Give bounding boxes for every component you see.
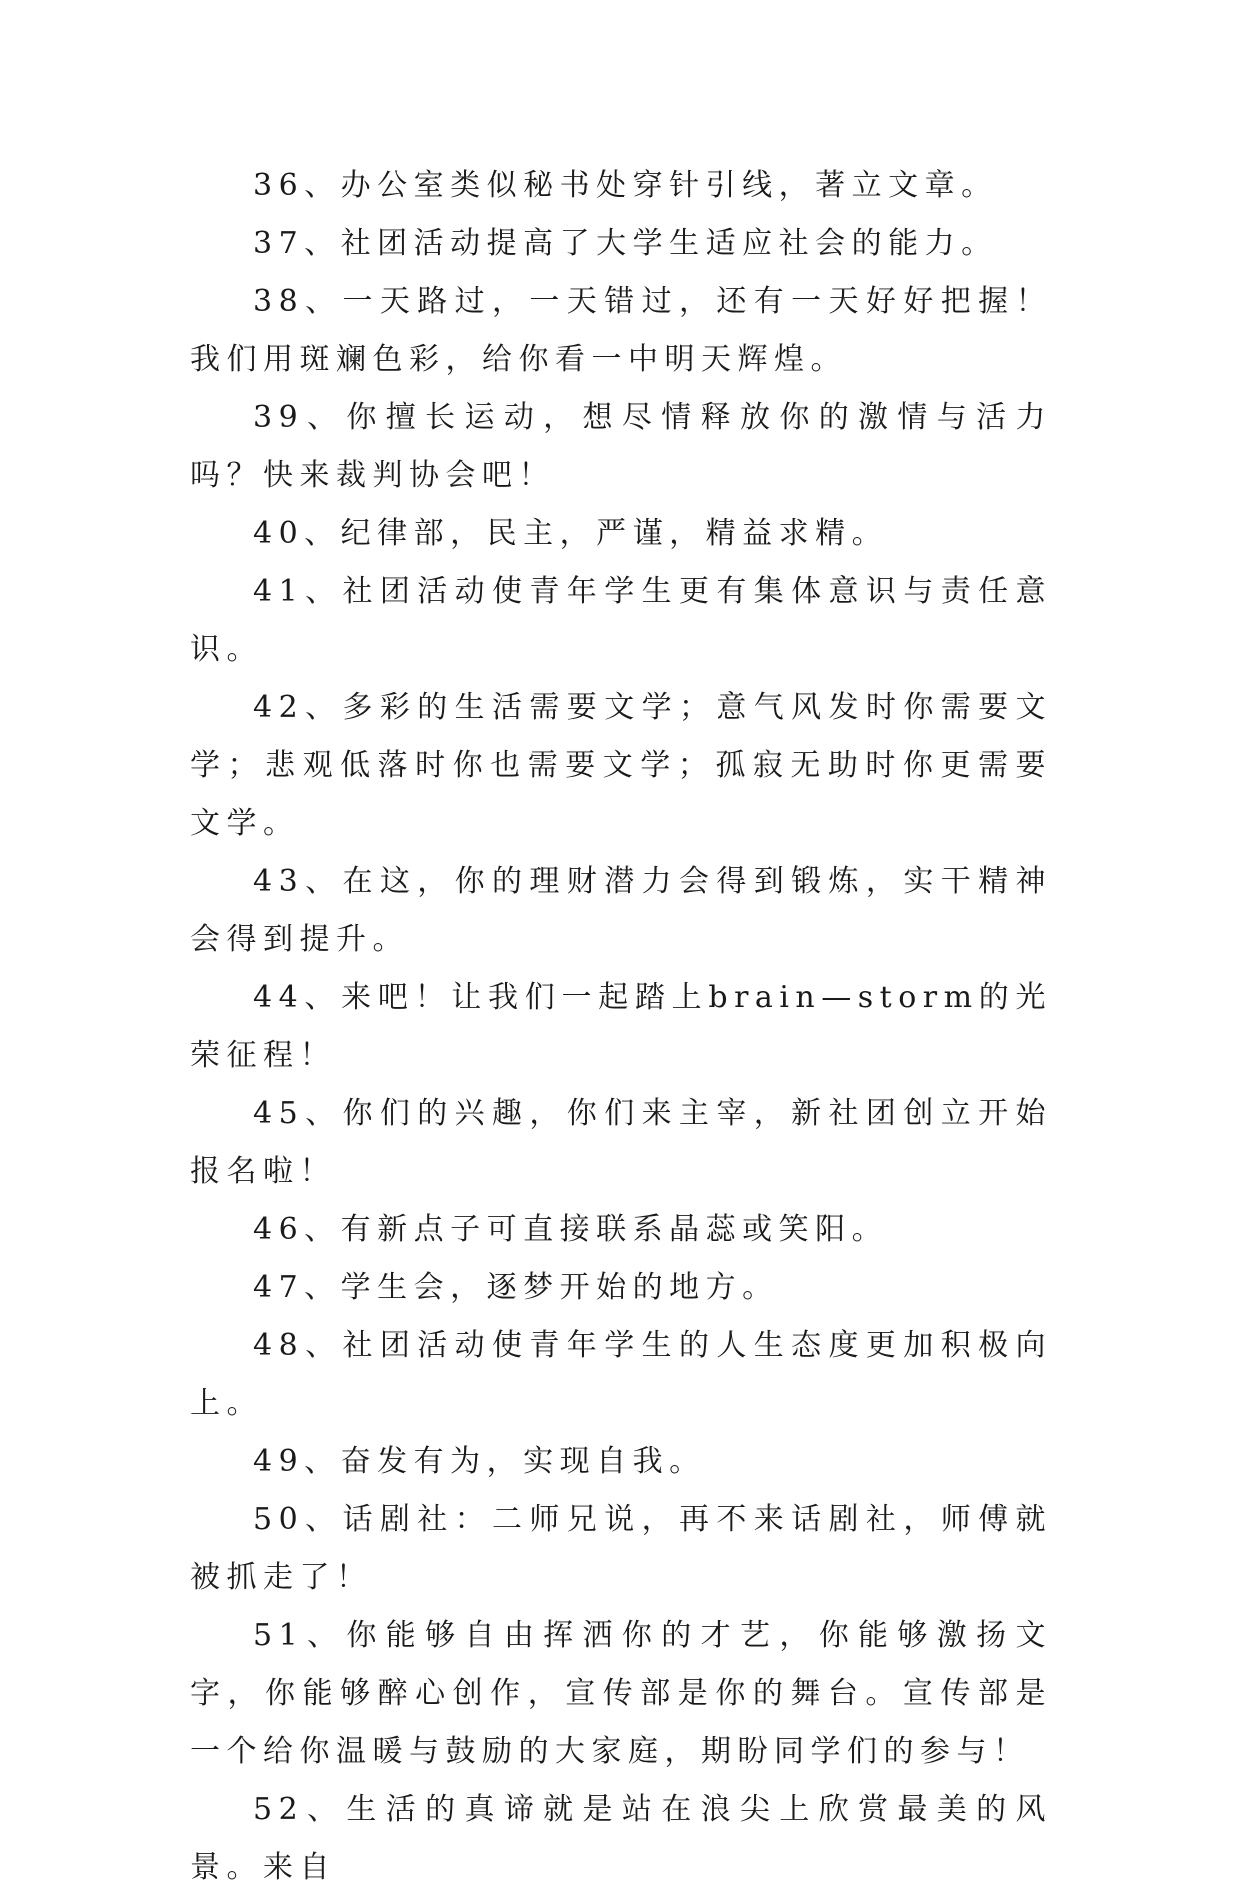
paragraph-39: 39、你擅长运动，想尽情释放你的激情与活力吗？快来裁判协会吧！	[190, 400, 1052, 493]
paragraph-46: 46、有新点子可直接联系晶蕊或笑阳。	[253, 1212, 889, 1247]
paragraph-52: 52、生活的真谛就是站在浪尖上欣赏最美的风景。来自	[190, 1792, 1052, 1885]
paragraph-36: 36、办公室类似秘书处穿针引线，著立文章。	[253, 168, 998, 203]
paragraph-40: 40、纪律部，民主，严谨，精益求精。	[253, 516, 889, 551]
paragraph-38: 38、一天路过，一天错过，还有一天好好把握！我们用斑斓色彩，给你看一中明天辉煌。	[190, 284, 1052, 377]
paragraph-42: 42、多彩的生活需要文学；意气风发时你需要文学；悲观低落时你也需要文学；孤寂无助时你更需要文学。	[190, 690, 1052, 841]
paragraph-51: 51、你能够自由挥洒你的才艺，你能够激扬文字，你能够醉心创作，宣传部是你的舞台。宣传部是一个给你温暖与鼓励的大家庭，期盼同学们的参与！	[190, 1618, 1052, 1769]
paragraph-37: 37、社团活动提高了大学生适应社会的能力。	[253, 226, 998, 261]
document-body	[190, 157, 1052, 1897]
paragraph-50: 50、话剧社：二师兄说，再不来话剧社，师傅就被抓走了！	[190, 1502, 1052, 1595]
paragraph-41: 41、社团活动使青年学生更有集体意识与责任意识。	[190, 574, 1052, 667]
paragraph-45: 45、你们的兴趣，你们来主宰，新社团创立开始报名啦！	[190, 1096, 1052, 1189]
paragraph-48: 48、社团活动使青年学生的人生态度更加积极向上。	[190, 1328, 1052, 1421]
paragraph-47: 47、学生会，逐梦开始的地方。	[253, 1270, 779, 1305]
paragraph-43: 43、在这，你的理财潜力会得到锻炼，实干精神会得到提升。	[190, 864, 1052, 957]
paragraph-44: 44、来吧！让我们一起踏上brain—storm的光荣征程！	[190, 980, 1052, 1073]
paragraph-49: 49、奋发有为，实现自我。	[253, 1444, 706, 1479]
